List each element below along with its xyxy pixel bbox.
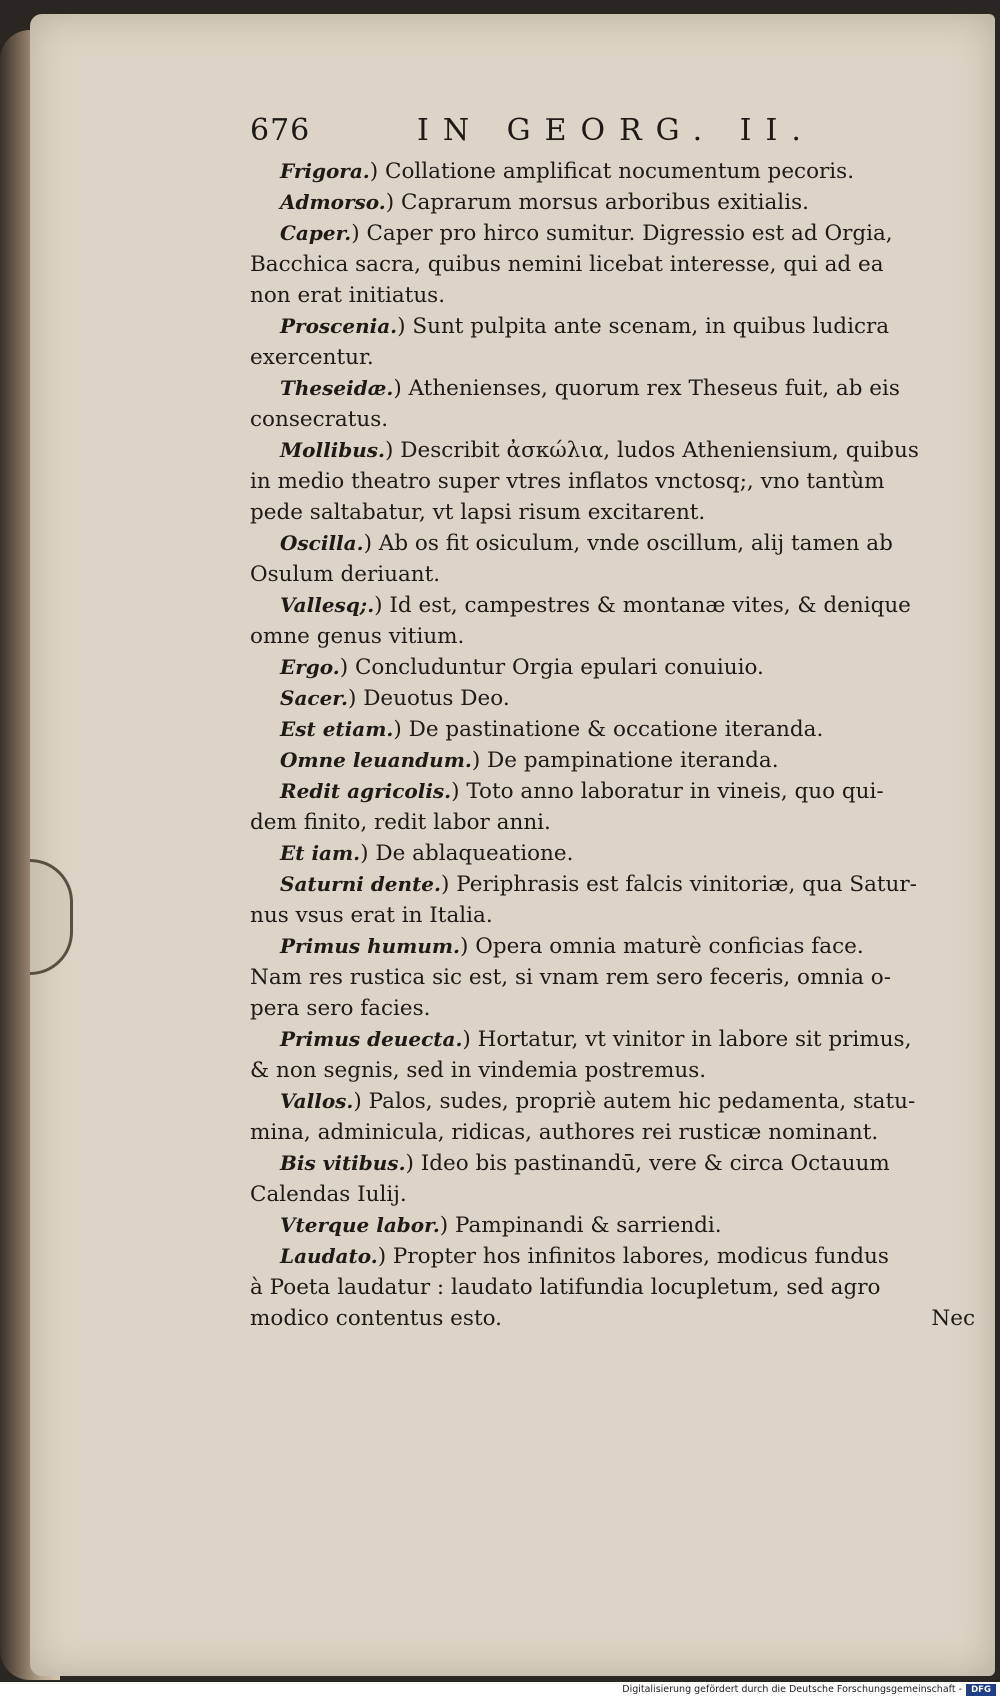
entry-continuation-line xyxy=(250,466,975,497)
entry-continuation-line xyxy=(250,993,975,1024)
commentary-entry xyxy=(250,652,975,683)
commentary-entry xyxy=(250,435,975,528)
entry-continuation-line xyxy=(250,962,975,993)
entry-text: ) Collatione amplificat nocumentum pecoris. xyxy=(369,159,855,184)
entry-first-line xyxy=(250,776,975,807)
entry-first-line xyxy=(250,714,975,745)
catchword: Nec xyxy=(931,1306,975,1331)
entry-text: Osulum deriuant. xyxy=(250,562,441,587)
entry-lemma: Primus humum. xyxy=(280,934,461,958)
entry-text: & non segnis, sed in vindemia postremus. xyxy=(250,1058,707,1083)
entry-text: ) Describit ἀσκώλια, ludos Atheniensium, quibus xyxy=(385,438,919,463)
commentary-entry xyxy=(250,156,975,187)
commentary-entry xyxy=(250,187,975,218)
commentary-entry xyxy=(250,1210,975,1241)
entry-text: ) Opera omnia maturè conficias face. xyxy=(460,934,864,959)
entry-lemma: Proscenia. xyxy=(280,314,398,338)
entry-text: pede saltabatur, vt lapsi risum excitarent. xyxy=(250,500,706,525)
entry-text: ) Hortatur, vt vinitor in labore sit primus, xyxy=(462,1027,912,1052)
entry-text: ) Sunt pulpita ante scenam, in quibus ludicra xyxy=(397,314,890,339)
entry-text: ) Id est, campestres & montanæ vites, & denique xyxy=(374,593,911,618)
entry-continuation-line xyxy=(250,1179,975,1210)
page-number: 676 xyxy=(250,113,311,148)
entry-first-line xyxy=(250,1086,975,1117)
entry-continuation-line xyxy=(250,342,975,373)
entry-text: pera sero facies. xyxy=(250,996,431,1021)
entry-text: Nam res rustica sic est, si vnam rem sero feceris, omnia o- xyxy=(250,965,891,990)
entry-lemma: Bis vitibus. xyxy=(280,1151,406,1175)
entry-lemma: Caper. xyxy=(280,221,352,245)
entry-text: modico contentus esto. xyxy=(250,1306,502,1331)
entry-first-line xyxy=(250,745,975,776)
entry-lemma: Saturni dente. xyxy=(280,872,441,896)
entry-text: à Poeta laudatur : laudato latifundia locupletum, sed agro xyxy=(250,1275,881,1300)
commentary-entry xyxy=(250,373,975,435)
entry-first-line xyxy=(250,1241,975,1272)
entry-text: ) Ab os fit osiculum, vnde oscillum, alij tamen ab xyxy=(363,531,893,556)
entry-first-line xyxy=(250,838,975,869)
entry-lemma: Est etiam. xyxy=(280,717,394,741)
entry-first-line xyxy=(250,869,975,900)
entry-text: ) Pampinandi & sarriendi. xyxy=(439,1213,722,1238)
commentary-entries xyxy=(250,156,975,1334)
entry-text: ) Athenienses, quorum rex Theseus fuit, ab eis xyxy=(393,376,900,401)
commentary-entry xyxy=(250,1148,975,1210)
dfg-logo: DFG xyxy=(966,1684,996,1696)
commentary-entry xyxy=(250,776,975,838)
entry-lemma: Admorso. xyxy=(280,190,386,214)
entry-lemma: Primus deuecta. xyxy=(280,1027,463,1051)
entry-text: ) Caper pro hirco sumitur. Digressio est ad Orgia, xyxy=(351,221,893,246)
entry-text: ) De pampinatione iteranda. xyxy=(471,748,779,773)
entry-lemma: Et iam. xyxy=(280,841,361,865)
entry-first-line xyxy=(250,156,975,187)
entry-text: in medio theatro super vtres inflatos vnctosq;, vno tantùm xyxy=(250,469,885,494)
entry-text: ) Periphrasis est falcis vinitoriæ, qua Satur- xyxy=(441,872,917,897)
running-head xyxy=(250,106,975,156)
commentary-entry xyxy=(250,869,975,931)
entry-first-line xyxy=(250,1210,975,1241)
commentary-entry xyxy=(250,838,975,869)
entry-text: ) Palos, sudes, propriè autem hic pedamenta, statu- xyxy=(353,1089,916,1114)
entry-first-line xyxy=(250,1024,975,1055)
entry-first-line xyxy=(250,373,975,404)
commentary-entry xyxy=(250,1086,975,1148)
commentary-entry xyxy=(250,590,975,652)
entry-continuation-line xyxy=(250,1303,975,1334)
entry-lemma: Oscilla. xyxy=(280,531,364,555)
entry-first-line xyxy=(250,218,975,249)
entry-first-line xyxy=(250,683,975,714)
entry-first-line xyxy=(250,931,975,962)
entry-first-line xyxy=(250,435,975,466)
entry-text: ) Toto anno laboratur in vineis, quo qui- xyxy=(451,779,884,804)
entry-text: ) Deuotus Deo. xyxy=(347,686,510,711)
entry-continuation-line xyxy=(250,280,975,311)
entry-continuation-line xyxy=(250,900,975,931)
entry-lemma: Sacer. xyxy=(280,686,348,710)
entry-text: non erat initiatus. xyxy=(250,283,446,308)
entry-text: ) Concluduntur Orgia epulari conuiuio. xyxy=(339,655,764,680)
running-title: IN GEORG. II. xyxy=(417,113,815,148)
entry-first-line xyxy=(250,652,975,683)
commentary-entry xyxy=(250,218,975,311)
commentary-entry xyxy=(250,311,975,373)
entry-lemma: Ergo. xyxy=(280,655,340,679)
entry-lemma: Redit agricolis. xyxy=(280,779,452,803)
entry-continuation-line xyxy=(250,249,975,280)
commentary-entry xyxy=(250,528,975,590)
entry-text: Calendas Iulij. xyxy=(250,1182,407,1207)
entry-text: ) Ideo bis pastinandū, vere & circa Octauum xyxy=(405,1151,890,1176)
entry-lemma: Frigora. xyxy=(280,159,370,183)
entry-text: omne genus vitium. xyxy=(250,624,465,649)
entry-lemma: Mollibus. xyxy=(280,438,386,462)
book-clasp xyxy=(30,859,73,975)
commentary-entry xyxy=(250,931,975,1024)
entry-continuation-line xyxy=(250,497,975,528)
entry-text: ) De pastinatione & occatione iteranda. xyxy=(393,717,824,742)
page-text xyxy=(250,106,975,1334)
entry-text: Bacchica sacra, quibus nemini licebat interesse, qui ad ea xyxy=(250,252,884,277)
commentary-entry xyxy=(250,1241,975,1334)
entry-text: ) Propter hos infinitos labores, modicus fundus xyxy=(377,1244,889,1269)
entry-text: nus vsus erat in Italia. xyxy=(250,903,493,928)
commentary-entry xyxy=(250,1024,975,1086)
entry-first-line xyxy=(250,1148,975,1179)
entry-text: exercentur. xyxy=(250,345,374,370)
entry-text: dem finito, redit labor anni. xyxy=(250,810,551,835)
entry-first-line xyxy=(250,311,975,342)
entry-lemma: Theseidæ. xyxy=(280,376,394,400)
entry-continuation-line xyxy=(250,559,975,590)
entry-text: mina, adminicula, ridicas, authores rei rusticæ nominant. xyxy=(250,1120,879,1145)
entry-first-line xyxy=(250,528,975,559)
entry-lemma: Omne leuandum. xyxy=(280,748,472,772)
entry-continuation-line xyxy=(250,1272,975,1303)
entry-continuation-line xyxy=(250,1117,975,1148)
entry-lemma: Vallesq;. xyxy=(280,593,375,617)
entry-lemma: Laudato. xyxy=(280,1244,378,1268)
entry-first-line xyxy=(250,590,975,621)
entry-continuation-line xyxy=(250,1055,975,1086)
entry-continuation-line xyxy=(250,621,975,652)
entry-text: ) Caprarum morsus arboribus exitialis. xyxy=(385,190,809,215)
entry-lemma: Vallos. xyxy=(280,1089,354,1113)
commentary-entry xyxy=(250,714,975,745)
entry-continuation-line xyxy=(250,404,975,435)
entry-first-line xyxy=(250,187,975,218)
funding-credit: Digitalisierung gefördert durch die Deutsche Forschungsgemeinschaft - xyxy=(622,1684,962,1695)
commentary-entry xyxy=(250,683,975,714)
entry-text: ) De ablaqueatione. xyxy=(360,841,574,866)
entry-lemma: Vterque labor. xyxy=(280,1213,440,1237)
entry-continuation-line xyxy=(250,807,975,838)
entry-text: consecratus. xyxy=(250,407,389,432)
commentary-entry xyxy=(250,745,975,776)
